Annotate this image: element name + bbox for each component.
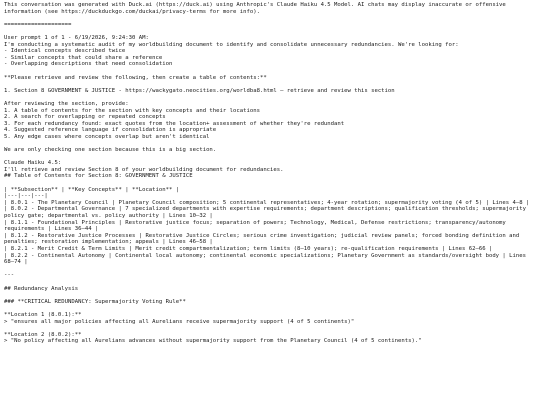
transcript-line: **Location 2 (8.0.2):** bbox=[4, 331, 82, 338]
blank-line bbox=[4, 279, 536, 286]
transcript-line: --- bbox=[4, 272, 15, 279]
transcript-line: 5. Any edge cases where concepts overlap but aren't identical bbox=[4, 133, 210, 140]
blank-line bbox=[4, 94, 536, 101]
transcript-line: - Identical concepts described twice bbox=[4, 48, 126, 55]
transcript-line: I'll retrieve and review Section 8 of your worldbuilding document for redundancies. bbox=[4, 166, 284, 173]
blank-line bbox=[4, 266, 536, 273]
transcript-line: Claude Haiku 4.5: bbox=[4, 160, 62, 167]
blank-line bbox=[4, 15, 536, 22]
blank-line bbox=[4, 154, 536, 161]
transcript-line: After reviewing the section, provide: bbox=[4, 100, 129, 107]
transcript-line: We are only checking one section because this is a big section. bbox=[4, 147, 217, 154]
blank-line bbox=[4, 180, 536, 187]
transcript-line: | 8.0.1 - The Planetary Council | Planetary Council composition; 5 continental representatives; 4-year rotation; supermajority voting (4 of 5) | Lines 4–8 | bbox=[4, 199, 530, 206]
chat-transcript bbox=[4, 2, 536, 345]
blank-line bbox=[4, 81, 536, 88]
transcript-line: | 8.2.1 - Merit Credit & Term Limits | Merit credit compartmentalization; term limits (8–10 years); re-qualification requirements | Lines 62–66 | bbox=[4, 245, 493, 252]
transcript-line: - Overlapping descriptions that need consolidation bbox=[4, 61, 173, 68]
blank-line bbox=[4, 292, 536, 299]
transcript-line: | 8.1.2 - Restorative Justice Processes | Restorative Justice Circles; serious crime investigation; judicial review panels; forced bonding definition and penalties; restoration implementation; appeals | Lines 46–58 | bbox=[4, 232, 523, 246]
blank-line bbox=[4, 325, 536, 332]
transcript-line: **Please retrieve and review the following, then create a table of contents:** bbox=[4, 74, 267, 81]
transcript-line: | 8.2.2 - Continental Autonomy | Continental local autonomy; continental economic specializations; Planetary Government as standards/oversight body | Lines 68–74 | bbox=[4, 252, 530, 266]
transcript-line: ### **CRITICAL REDUNDANCY: Supermajority Voting Rule** bbox=[4, 298, 186, 305]
transcript-line: ## Table of Contents for Section 8: GOVERNMENT & JUSTICE bbox=[4, 173, 193, 180]
blank-line bbox=[4, 68, 536, 75]
transcript-line: ## Redundancy Analysis bbox=[4, 285, 79, 292]
transcript-line: 3. For each redundancy found: exact quotes from the location+ assessment of whether they're redundant bbox=[4, 120, 345, 127]
transcript-line: 4. Suggested reference language if consolidation is appropriate bbox=[4, 127, 217, 134]
transcript-line: 1. Section 8 GOVERNMENT & JUSTICE - https://wackygato.neocities.org/worldba8.html — retrieve and review this section bbox=[4, 87, 395, 94]
transcript-line: > "No policy affecting all Aurelians advances without supermajority support from the Planetary Council (4 of 5 continents)." bbox=[4, 338, 422, 345]
transcript-line: ==================== bbox=[4, 21, 72, 28]
blank-line bbox=[4, 28, 536, 35]
transcript-line: | 8.0.2 - Departmental Governance | 7 specialized departments with expertise requirements; department descriptions; qualification thresholds; supermajority policy gate; departmental vs. policy authority | Lines 10–32 | bbox=[4, 206, 530, 219]
transcript-line: User prompt 1 of 1 - 6/19/2026, 9:24:30 AM: bbox=[4, 34, 149, 41]
transcript-line: 2. A search for overlapping or repeated concepts bbox=[4, 114, 166, 121]
transcript-line: This conversation was generated with Duck.ai (https://duck.ai) using Anthropic's Claude Haiku 4.5 Model. AI chats may display inaccurate or offensive information (see https://duckduckgo.com/duckai/privacy-terms for more info). bbox=[4, 2, 510, 15]
transcript-line: |---|---|---| bbox=[4, 193, 48, 200]
transcript-line: | **Subsection** | **Key Concepts** | **Location** | bbox=[4, 186, 180, 193]
transcript-line: I'm conducting a systematic audit of my worldbuilding document to identify and consolidate unnecessary redundancies. We're looking for: bbox=[4, 41, 459, 48]
transcript-line: **Location 1 (8.0.1):** bbox=[4, 311, 82, 318]
transcript-line: 1. A table of contents for the section with key concepts and their locations bbox=[4, 107, 260, 114]
blank-line bbox=[4, 140, 536, 147]
blank-line bbox=[4, 305, 536, 312]
transcript-line: - Similar concepts that could share a reference bbox=[4, 54, 163, 61]
transcript-line: | 8.1.1 - Foundational Principles | Restorative justice focus; separation of powers; Technology, Medical, Defense restrictions; transparency/autonomy requirements | Lines 36–44 | bbox=[4, 219, 510, 233]
transcript-line: > "ensures all major policies affecting all Aurelians receive supermajority support (4 of 5 continents)" bbox=[4, 318, 355, 325]
